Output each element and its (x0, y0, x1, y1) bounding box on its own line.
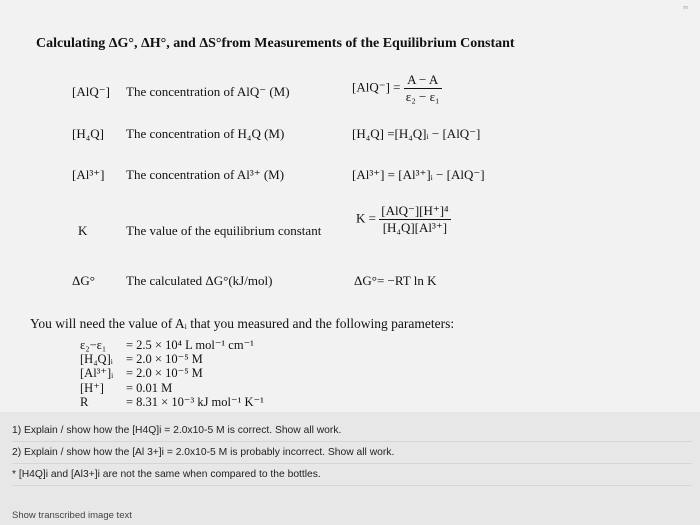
symbol-h4q: [H₄Q] (72, 126, 104, 141)
parameter-value: = 0.01 M (126, 380, 173, 395)
parameter-row (80, 366, 264, 380)
formula-alq-denominator: ε₂ − ε₁ (405, 89, 440, 104)
symbol-dg: ΔG° (72, 273, 95, 288)
parameter-value: = 2.0 × 10⁻⁵ M (126, 352, 203, 367)
symbol-al3: [Al³⁺] (72, 167, 105, 182)
formula-k-denominator: [H₄Q][Al³⁺] (382, 220, 448, 235)
parameter-row (80, 381, 264, 395)
description-k: The value of the equilibrium constant (126, 223, 322, 238)
formula-k-lhs: K = (356, 210, 376, 226)
formula-alq (352, 72, 442, 105)
note-item: 1) Explain / show how the [H4Q]i = 2.0x10-5 M is correct. Show all work. (12, 420, 692, 442)
formula-k-numerator: [AlQ⁻][H⁺]⁴ (381, 203, 449, 218)
description-h4q: The concentration of H₄Q (M) (126, 126, 285, 141)
parameter-row (80, 352, 264, 366)
corner-mark: ᵐ (683, 4, 688, 13)
parameter-row (80, 395, 264, 409)
description-al3: The concentration of Al³⁺ (M) (126, 167, 285, 182)
note-item: * [H4Q]i and [Al3+]i are not the same when compared to the bottles. (12, 464, 692, 486)
parameter-row (80, 338, 264, 352)
page-title: Calculating ΔG°, ΔH°, and ΔS°from Measurements of the Equilibrium Constant (36, 36, 515, 51)
symbol-k: K (78, 223, 88, 238)
show-transcribed-link[interactable]: Show transcribed image text (12, 510, 132, 521)
description-dg: The calculated ΔG°(kJ/mol) (126, 273, 273, 288)
parameter-value: = 8.31 × 10⁻³ kJ mol⁻¹ K⁻¹ (126, 394, 264, 409)
formula-alq-numerator: A − A (404, 72, 442, 89)
formula-k-fraction (379, 203, 450, 236)
parameter-label: [H₄Q]ᵢ (80, 352, 113, 367)
parameter-value: = 2.5 × 10⁴ L mol⁻¹ cm⁻¹ (126, 338, 254, 352)
parameter-label: ε₂−ε₁ (80, 338, 107, 352)
formula-k (356, 203, 451, 236)
formula-dg: ΔG°= −RT ln K (354, 273, 437, 288)
parameter-label: [Al³⁺]ᵢ (80, 366, 114, 381)
formula-al3: [Al³⁺] = [Al³⁺]ᵢ − [AlQ⁻] (352, 167, 485, 182)
parameter-label: R (80, 394, 89, 409)
parameters-list (80, 338, 264, 409)
parameter-label: [H⁺] (80, 380, 104, 395)
parameters-intro: You will need the value of Aᵢ that you measured and the following parameters: (30, 316, 455, 331)
formula-alq-lhs: [AlQ⁻] = (352, 79, 401, 95)
symbol-alq: [AlQ⁻] (72, 84, 110, 99)
description-alq: The concentration of AlQ⁻ (M) (126, 84, 290, 99)
formula-h4q: [H₄Q] =[H₄Q]ᵢ − [AlQ⁻] (352, 126, 481, 141)
note-item: 2) Explain / show how the [Al 3+]i = 2.0x10-5 M is probably incorrect. Show all work. (12, 442, 692, 464)
question-notes (12, 420, 692, 486)
formula-alq-fraction (404, 72, 442, 105)
parameter-value: = 2.0 × 10⁻⁵ M (126, 366, 203, 381)
